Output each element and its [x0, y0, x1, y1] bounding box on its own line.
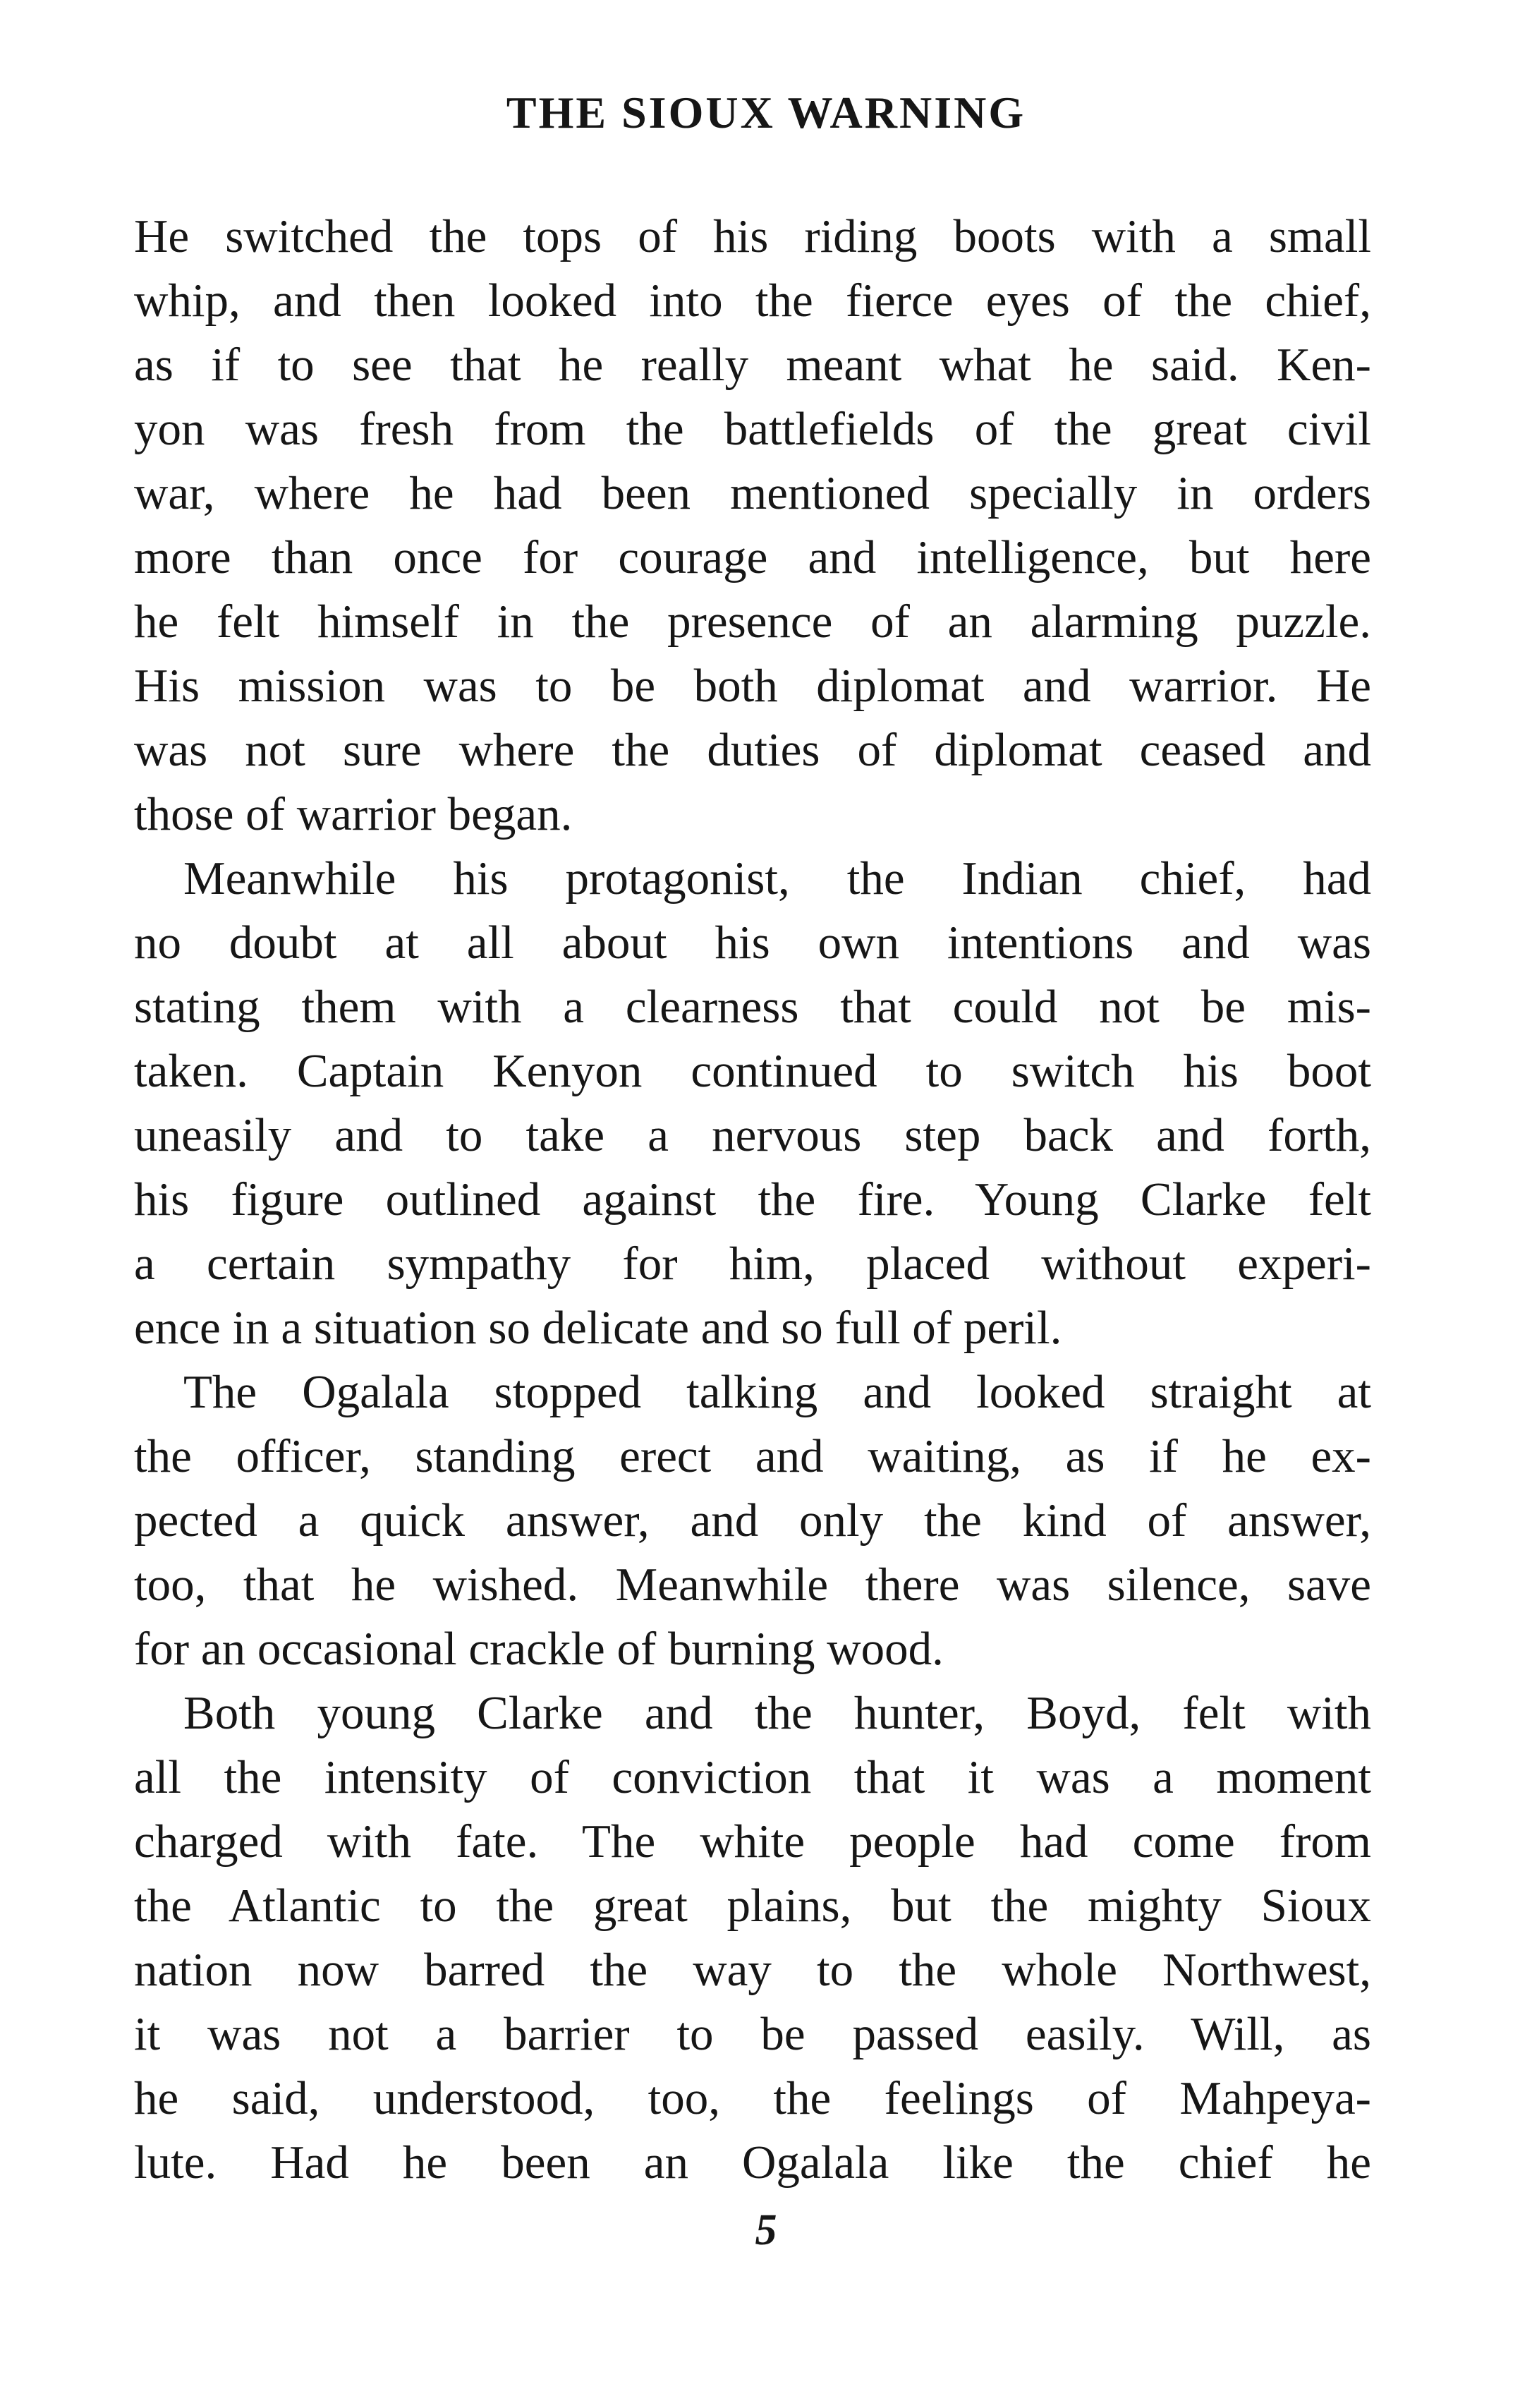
- text-line: Both young Clarke and the hunter, Boyd, felt with: [183, 1687, 1371, 1739]
- text-line: his figure outlined against the fire. Young Clarke felt: [134, 1173, 1371, 1226]
- text-line: stating them with a clearness that could not be mis-: [134, 981, 1371, 1033]
- text-line: charged with fate. The white people had come from: [134, 1815, 1371, 1868]
- text-line: he felt himself in the presence of an alarming puzzle.: [134, 595, 1371, 648]
- text-line: taken. Captain Kenyon continued to switch his boot: [134, 1045, 1371, 1097]
- body-text: [134, 205, 1371, 2195]
- page-number: 5: [755, 2206, 777, 2254]
- text-line: uneasily and to take a nervous step back and forth,: [134, 1109, 1371, 1161]
- text-line: whip, and then looked into the fierce eyes of the chief,: [134, 274, 1371, 327]
- text-line: His mission was to be both diplomat and warrior. He: [134, 660, 1371, 712]
- text-line: yon was fresh from the battlefields of the great civil: [134, 403, 1371, 455]
- text-line: no doubt at all about his own intentions and was: [134, 916, 1371, 969]
- text-line: pected a quick answer, and only the kind of answer,: [134, 1494, 1371, 1547]
- text-line: The Ogalala stopped talking and looked straight at: [183, 1366, 1371, 1418]
- text-line: he said, understood, too, the feelings of Mahpeya-: [134, 2072, 1371, 2124]
- text-line: too, that he wished. Meanwhile there was silence, save: [134, 1559, 1371, 1611]
- text-line: the Atlantic to the great plains, but the mighty Sioux: [134, 1880, 1371, 1932]
- text-line: Meanwhile his protagonist, the Indian chief, had: [183, 852, 1371, 904]
- text-line: more than once for courage and intelligence, but here: [134, 531, 1371, 583]
- text-line: all the intensity of conviction that it was a moment: [134, 1751, 1371, 1803]
- text-line: He switched the tops of his riding boots with a small: [134, 210, 1371, 262]
- text-line: it was not a barrier to be passed easily. Will, as: [134, 2008, 1371, 2060]
- text-line: as if to see that he really meant what he said. Ken-: [134, 339, 1371, 391]
- text-line: for an occasional crackle of burning wood.: [134, 1623, 944, 1675]
- text-line: ence in a situation so delicate and so full of peril.: [134, 1302, 1062, 1354]
- running-head: THE SIOUX WARNING: [506, 87, 1026, 138]
- text-line: was not sure where the duties of diplomat ceased and: [134, 724, 1371, 776]
- text-line: those of warrior began.: [134, 788, 573, 840]
- text-line: a certain sympathy for him, placed without experi-: [134, 1238, 1371, 1290]
- text-line: lute. Had he been an Ogalala like the chief he: [134, 2136, 1371, 2189]
- text-line: nation now barred the way to the whole Northwest,: [134, 1944, 1371, 1996]
- text-line: war, where he had been mentioned specially in orders: [134, 467, 1371, 519]
- text-line: the officer, standing erect and waiting, as if he ex-: [134, 1430, 1371, 1482]
